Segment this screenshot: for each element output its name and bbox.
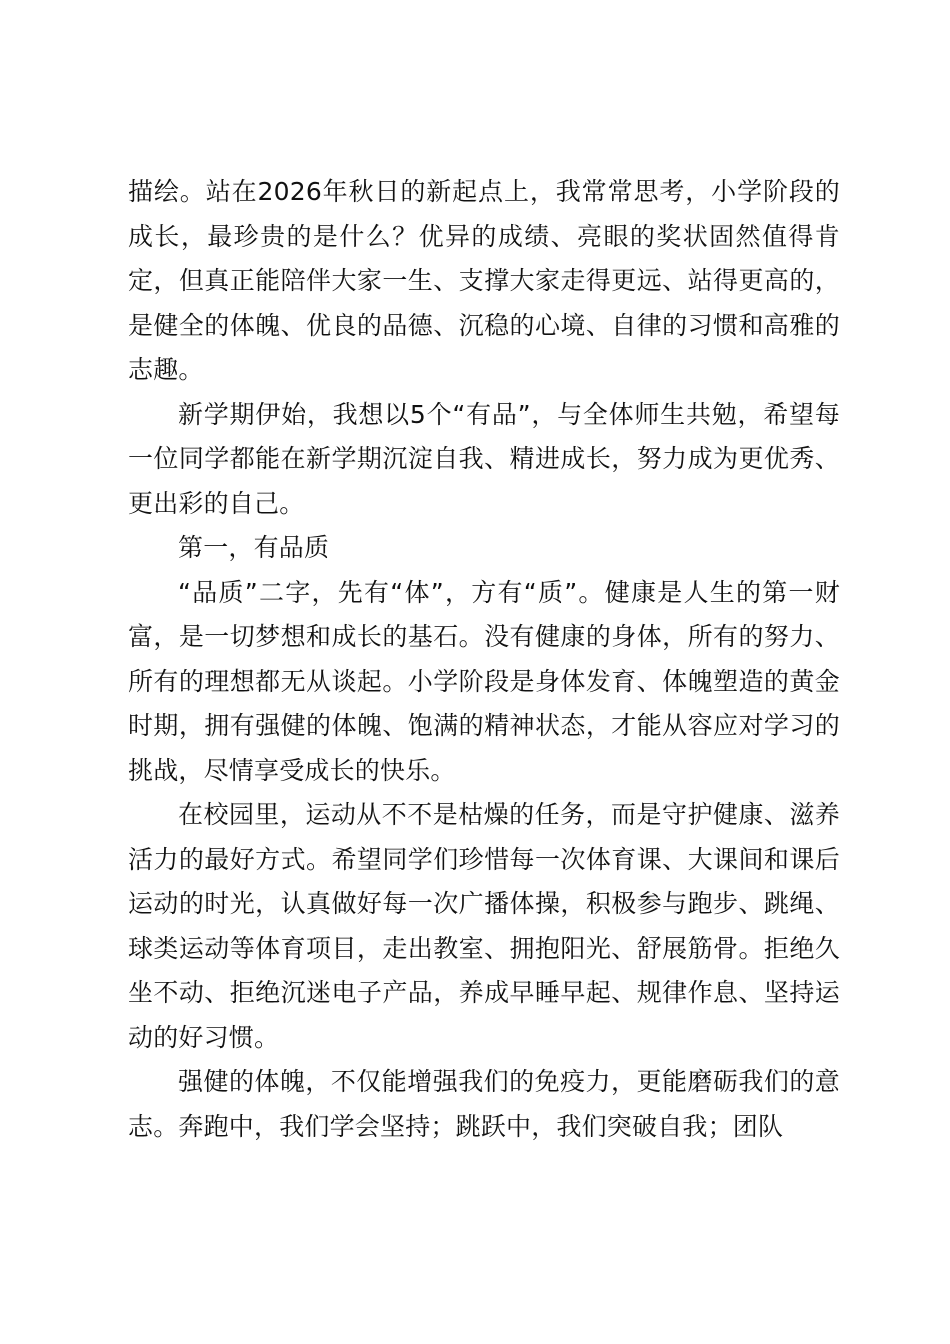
paragraph-campus-sports: 在校园里，运动从不不是枯燥的任务，而是守护健康、滋养活力的最好方式。希望同学们珍惜每一次体育课、大课间和课后运动的时光，认真做好每一次广播体操，积极参与跑步、跳绳、球类运动等体育项目，走出教室、拥抱阳光、舒展筋骨。拒绝久坐不动、拒绝沉迷电子产品，养成早睡早起、规律作息、坚持运动的好习惯。 [128, 800, 840, 1052]
paragraph-strong-body: 强健的体魄，不仅能增强我们的免疫力，更能磨砺我们的意志。奔跑中，我们学会坚持；跳跃中，我们突破自我；团队 [128, 1067, 840, 1141]
paragraph-quality: “品质”二字，先有“体”，方有“质”。健康是人生的第一财富，是一切梦想和成长的基石。没有健康的身体，所有的努力、所有的理想都无从谈起。小学阶段是身体发育、体魄塑造的黄金时期，拥有强健的体魄、饱满的精神状态，才能从容应对学习的挑战，尽情享受成长的快乐。 [128, 577, 840, 785]
section-heading-first: 第一，有品质 [178, 533, 330, 562]
paragraph-intro: 描绘。站在2026年秋日的新起点上，我常常思考，小学阶段的成长，最珍贵的是什么？优异的成绩、亮眼的奖状固然值得肯定，但真正能陪伴大家一生、支撑大家走得更远、站得更高的，是健全的体魄、优良的品德、沉稳的心境、自律的习惯和高雅的志趣。 [128, 177, 840, 384]
document-body [128, 170, 840, 1149]
paragraph-new-semester: 新学期伊始，我想以5个“有品”，与全体师生共勉，希望每一位同学都能在新学期沉淀自我、精进成长，努力成为更优秀、更出彩的自己。 [128, 399, 840, 518]
